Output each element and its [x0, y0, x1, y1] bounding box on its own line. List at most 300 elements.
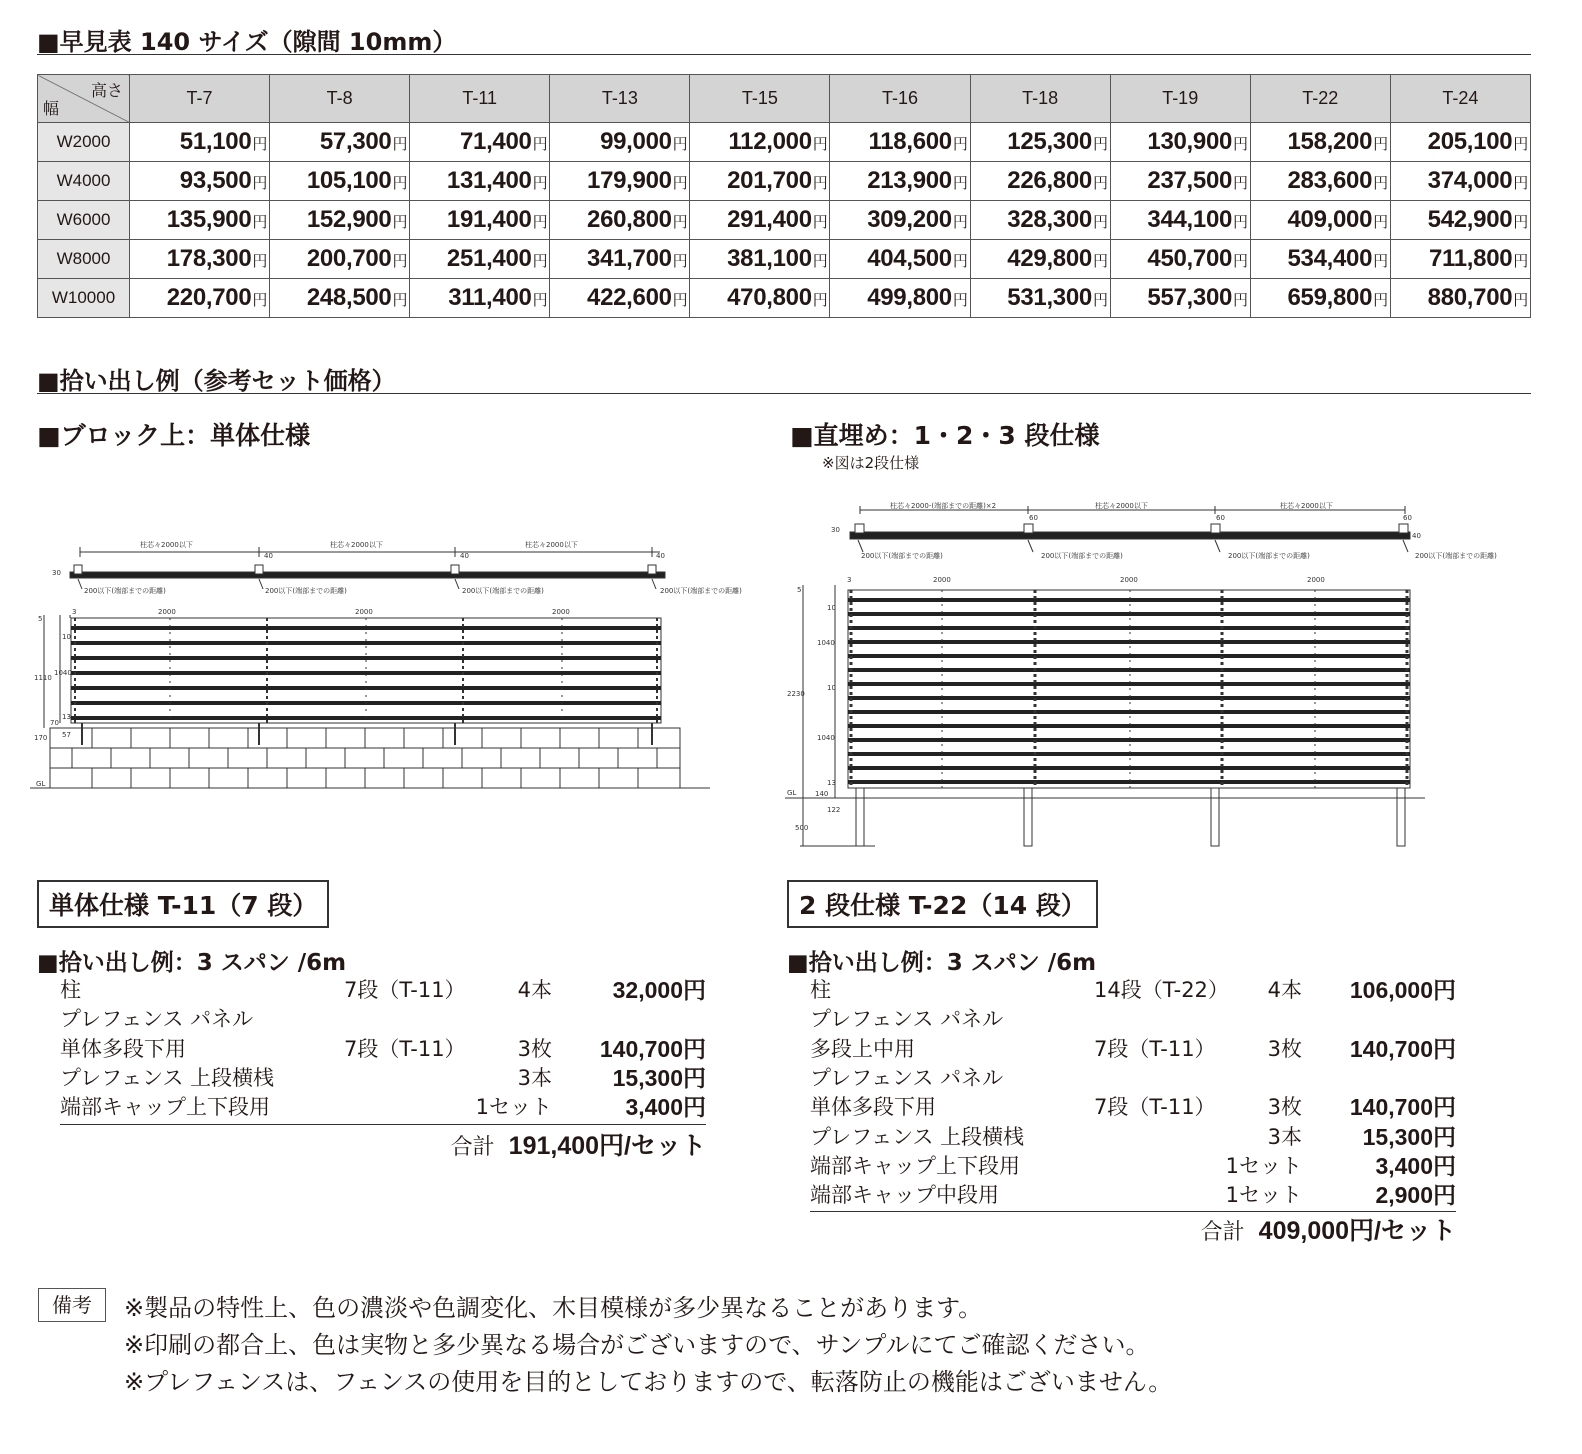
price-value: 131,400	[446, 167, 532, 194]
price-cell	[970, 201, 1110, 240]
right-span-label-2: 柱芯々2000以下	[1095, 502, 1148, 510]
price-cell	[1250, 162, 1390, 201]
price-cell	[410, 123, 550, 162]
item-qty: 4本	[517, 978, 552, 1002]
yen-unit: 円	[392, 136, 408, 153]
price-value: 429,800	[1007, 245, 1092, 272]
right-item-row	[810, 1005, 1470, 1034]
price-cell	[690, 162, 830, 201]
right-total-value: 409,000円/セット	[1258, 1217, 1456, 1245]
right-item-row	[810, 976, 1470, 1005]
price-table-row	[38, 201, 1531, 240]
left-total-value: 191,400円/セット	[508, 1132, 706, 1160]
item-name: プレフェンス パネル	[60, 1007, 254, 1032]
yen-unit: 円	[532, 136, 548, 153]
price-table-row	[38, 240, 1531, 279]
item-qty: 1セット	[1225, 1183, 1302, 1208]
price-cell	[830, 123, 970, 162]
price-cell	[830, 201, 970, 240]
price-value: 205,100	[1427, 128, 1513, 155]
left-dim-5: 5	[38, 615, 43, 623]
left-post-gap-1: 40	[264, 552, 273, 560]
right-edge-dim: 3	[847, 576, 852, 584]
right-dim-5: 5	[797, 586, 802, 594]
row-width-label: W8000	[38, 240, 130, 279]
yen-unit: 円	[252, 214, 268, 231]
right-item-row	[810, 1123, 1470, 1152]
price-cell	[550, 240, 690, 279]
price-cell	[690, 279, 830, 318]
row-width-label: W6000	[38, 201, 130, 240]
price-cell	[1250, 240, 1390, 279]
left-post-h: 30	[52, 569, 61, 577]
price-value: 125,300	[1007, 128, 1092, 155]
right-spec-box: 2 段仕様 T-22（14 段）	[787, 880, 1098, 928]
right-post-gap-1: 60	[1029, 514, 1038, 522]
left-span-label-3: 柱芯々2000以下	[525, 541, 578, 549]
row-width-label: W4000	[38, 162, 130, 201]
item-name: 端部キャップ上下段用	[60, 1095, 270, 1120]
right-dim-1040b: 1040	[817, 734, 835, 742]
header-t16: T-16	[830, 75, 970, 123]
yen-unit: 円	[532, 253, 548, 270]
price-value: 158,200	[1287, 128, 1373, 155]
left-span-dim-1: 2000	[158, 608, 176, 616]
corner-width-label: 幅	[43, 101, 60, 118]
right-dim-140: 140	[815, 790, 829, 798]
right-dim-10a: 10	[827, 604, 836, 612]
price-value: 344,100	[1147, 206, 1233, 233]
item-spec: 7段（T-11）	[344, 978, 466, 1002]
item-price: 15,300円	[612, 1064, 706, 1091]
price-value: 499,800	[867, 284, 952, 311]
yen-unit: 円	[392, 253, 408, 270]
right-gl: GL	[787, 789, 797, 797]
price-value: 659,800	[1287, 284, 1373, 311]
yen-unit: 円	[252, 292, 268, 309]
right-post-gap-2: 60	[1216, 514, 1225, 522]
price-table-row	[38, 279, 1531, 318]
right-dim-10b: 10	[827, 684, 836, 692]
price-value: 118,600	[868, 128, 952, 155]
item-price: 3,400円	[1375, 1152, 1456, 1179]
right-dim-2230: 2230	[787, 690, 805, 698]
yen-unit: 円	[952, 292, 968, 309]
item-name: 柱	[60, 978, 81, 1002]
yen-unit: 円	[672, 292, 688, 309]
price-table-row	[38, 123, 1531, 162]
item-price: 140,700円	[599, 1035, 706, 1062]
left-item-row	[60, 976, 720, 1005]
price-value: 220,700	[166, 284, 252, 311]
left-end-label-4: 200以下(端部までの距離)	[660, 587, 742, 595]
price-cell	[690, 123, 830, 162]
price-value: 283,600	[1287, 167, 1373, 194]
left-dim-1110: 1110	[34, 674, 52, 682]
yen-unit: 円	[1513, 175, 1528, 192]
price-cell	[1390, 279, 1530, 318]
header-t19: T-19	[1110, 75, 1250, 123]
yen-unit: 円	[392, 292, 408, 309]
item-name: 多段上中用	[810, 1036, 915, 1061]
price-value: 191,400	[446, 206, 532, 233]
yen-unit: 円	[812, 292, 828, 309]
price-table-title: ■早見表 140 サイズ（隙間 10mm）	[37, 28, 457, 56]
row-width-label: W10000	[38, 279, 130, 318]
price-value: 179,900	[587, 167, 672, 194]
left-dim-170: 170	[34, 734, 48, 742]
price-value: 178,300	[166, 245, 252, 272]
price-value: 422,600	[587, 284, 672, 311]
left-gl: GL	[36, 780, 46, 788]
item-qty: 3枚	[517, 1036, 552, 1061]
price-cell	[410, 279, 550, 318]
price-cell	[1390, 162, 1530, 201]
note-3: ※プレフェンスは、フェンスの使用を目的としておりますので、転落防止の機能はございません。	[124, 1368, 1173, 1396]
right-heading: ■直埋め：1・2・3 段仕様	[790, 421, 1100, 450]
left-span-dim-2: 2000	[355, 608, 373, 616]
right-item-row	[810, 1064, 1470, 1093]
item-name: プレフェンス 上段横桟	[60, 1065, 275, 1090]
yen-unit: 円	[1513, 253, 1528, 270]
yen-unit: 円	[252, 253, 268, 270]
price-cell	[1250, 123, 1390, 162]
yen-unit: 円	[952, 253, 968, 270]
price-value: 374,000	[1427, 167, 1513, 194]
right-dim-122: 122	[827, 806, 841, 814]
price-cell	[690, 240, 830, 279]
item-price: 3,400円	[625, 1094, 706, 1121]
left-heading: ■ブロック上：単体仕様	[37, 421, 311, 450]
header-t7: T-7	[130, 75, 270, 123]
price-value: 135,900	[166, 206, 252, 233]
price-cell	[1110, 162, 1250, 201]
left-dim-57: 57	[62, 731, 71, 739]
yen-unit: 円	[1233, 136, 1248, 153]
price-cell	[550, 201, 690, 240]
yen-unit: 円	[1373, 292, 1388, 309]
left-span-label-2: 柱芯々2000以下	[330, 541, 383, 549]
price-value: 531,300	[1007, 284, 1092, 311]
header-t22: T-22	[1250, 75, 1390, 123]
price-value: 213,900	[867, 167, 952, 194]
price-cell	[1250, 201, 1390, 240]
left-item-row	[60, 1035, 720, 1064]
item-price: 15,300円	[1362, 1123, 1456, 1150]
item-spec: 7段（T-11）	[1094, 1036, 1216, 1061]
corner-height-label: 高さ	[90, 83, 123, 100]
yen-unit: 円	[1233, 214, 1248, 231]
yen-unit: 円	[812, 253, 828, 270]
price-value: 71,400	[459, 128, 532, 155]
item-name: プレフェンス パネル	[810, 1007, 1004, 1032]
right-span-label-3: 柱芯々2000以下	[1280, 502, 1333, 510]
right-total-label: 合計	[1200, 1220, 1245, 1245]
price-value: 105,100	[306, 167, 392, 194]
price-value: 557,300	[1147, 284, 1233, 311]
price-cell	[1390, 240, 1530, 279]
left-dim-13: 13	[62, 713, 71, 721]
left-item-row	[60, 1005, 720, 1034]
row-width-label: W2000	[38, 123, 130, 162]
yen-unit: 円	[1373, 253, 1388, 270]
price-value: 470,800	[727, 284, 812, 311]
yen-unit: 円	[672, 175, 688, 192]
right-span-dim-1: 2000	[933, 576, 951, 584]
price-value: 248,500	[306, 284, 392, 311]
yen-unit: 円	[1373, 136, 1388, 153]
header-t8: T-8	[270, 75, 410, 123]
price-value: 93,500	[179, 167, 252, 194]
price-cell	[830, 279, 970, 318]
right-post-w: 40	[1412, 532, 1421, 540]
yen-unit: 円	[1092, 136, 1108, 153]
item-spec: 14段（T-22）	[1094, 978, 1229, 1002]
yen-unit: 円	[672, 253, 688, 270]
header-t18: T-18	[970, 75, 1110, 123]
header-t11: T-11	[410, 75, 550, 123]
header-t15: T-15	[690, 75, 830, 123]
price-cell	[1110, 240, 1250, 279]
price-cell	[410, 240, 550, 279]
pickup-section-rule	[37, 393, 1531, 394]
price-value: 328,300	[1007, 206, 1092, 233]
price-table	[37, 74, 1531, 318]
block-top-fence-diagram	[30, 535, 742, 800]
price-cell	[270, 279, 410, 318]
item-name: 単体多段下用	[60, 1036, 186, 1061]
price-cell	[690, 201, 830, 240]
yen-unit: 円	[1373, 214, 1388, 231]
note-2: ※印刷の都合上、色は実物と多少異なる場合がございますので、サンプルにてご確認ください。	[124, 1331, 1150, 1359]
price-value: 291,400	[727, 206, 812, 233]
item-name: 端部キャップ中段用	[810, 1183, 999, 1208]
yen-unit: 円	[812, 136, 828, 153]
right-dim-500: 500	[795, 824, 809, 832]
price-value: 226,800	[1007, 167, 1092, 194]
left-total-label: 合計	[450, 1135, 495, 1160]
item-price: 140,700円	[1349, 1035, 1456, 1062]
price-value: 534,400	[1287, 245, 1373, 272]
left-span-label-1: 柱芯々2000以下	[140, 541, 193, 549]
price-value: 404,500	[867, 245, 952, 272]
price-value: 409,000	[1287, 206, 1373, 233]
header-t13: T-13	[550, 75, 690, 123]
price-value: 130,900	[1147, 128, 1233, 155]
left-end-label-3: 200以下(端部までの距離)	[462, 587, 544, 595]
header-t24: T-24	[1390, 75, 1530, 123]
item-qty: 1セット	[475, 1095, 552, 1120]
yen-unit: 円	[1513, 292, 1528, 309]
yen-unit: 円	[1233, 253, 1248, 270]
price-cell	[130, 240, 270, 279]
left-dim-1040: 1040	[54, 669, 72, 677]
left-post-gap-3: 40	[656, 552, 665, 560]
price-cell	[410, 162, 550, 201]
price-value: 880,700	[1427, 284, 1513, 311]
price-table-row	[38, 162, 1531, 201]
right-span-label-first: 柱芯々2000-(端部までの距離)×2	[890, 502, 997, 510]
price-value: 311,400	[448, 284, 532, 311]
price-cell	[1390, 201, 1530, 240]
right-end-label-3: 200以下(端部までの距離)	[1228, 552, 1310, 560]
price-cell	[970, 162, 1110, 201]
item-price: 32,000円	[612, 977, 706, 1003]
right-item-row	[810, 1035, 1470, 1064]
price-cell	[970, 279, 1110, 318]
right-dim-1040a: 1040	[817, 639, 835, 647]
price-cell	[270, 123, 410, 162]
price-cell	[270, 162, 410, 201]
price-table-corner	[38, 75, 130, 123]
right-end-label-4: 200以下(端部までの距離)	[1415, 552, 1497, 560]
price-value: 112,000	[728, 128, 812, 155]
right-span-dim-2: 2000	[1120, 576, 1138, 584]
item-qty: 3本	[1267, 1124, 1302, 1149]
price-value: 152,900	[306, 206, 392, 233]
price-cell	[550, 123, 690, 162]
price-value: 711,800	[1428, 245, 1513, 272]
price-value: 251,400	[446, 245, 532, 272]
item-qty: 3枚	[1267, 1095, 1302, 1120]
yen-unit: 円	[252, 175, 268, 192]
price-table-header-row	[38, 75, 1531, 123]
right-item-row	[810, 1181, 1470, 1210]
price-cell	[830, 240, 970, 279]
note-1: ※製品の特性上、色の濃淡や色調変化、木目模様が多少異なることがあります。	[124, 1294, 983, 1322]
item-name: 単体多段下用	[810, 1095, 936, 1120]
item-spec: 7段（T-11）	[344, 1036, 466, 1061]
yen-unit: 円	[812, 175, 828, 192]
yen-unit: 円	[1513, 214, 1528, 231]
left-example-rule	[60, 1124, 706, 1125]
right-total	[1130, 1211, 1456, 1247]
yen-unit: 円	[672, 214, 688, 231]
notes-label: 備考	[38, 1288, 106, 1322]
right-span-dim-3: 2000	[1307, 576, 1325, 584]
right-post-h: 30	[831, 526, 840, 534]
item-spec: 7段（T-11）	[1094, 1095, 1216, 1120]
left-end-label-1: 200以下(端部までの距離)	[84, 587, 166, 595]
price-cell	[1110, 123, 1250, 162]
price-cell	[410, 201, 550, 240]
price-value: 200,700	[306, 245, 392, 272]
price-cell	[970, 123, 1110, 162]
item-qty: 4本	[1267, 978, 1302, 1002]
left-spec-box: 単体仕様 T-11（7 段）	[37, 880, 329, 928]
yen-unit: 円	[392, 175, 408, 192]
item-qty: 3枚	[1267, 1036, 1302, 1061]
yen-unit: 円	[952, 175, 968, 192]
yen-unit: 円	[392, 214, 408, 231]
item-name: プレフェンス パネル	[810, 1065, 1004, 1090]
price-cell	[830, 162, 970, 201]
yen-unit: 円	[1092, 175, 1108, 192]
price-cell	[550, 162, 690, 201]
price-cell	[1110, 201, 1250, 240]
price-cell	[270, 240, 410, 279]
price-value: 341,700	[587, 245, 672, 272]
left-dim-10: 10	[62, 633, 71, 641]
yen-unit: 円	[532, 292, 548, 309]
left-end-label-2: 200以下(端部までの距離)	[265, 587, 347, 595]
pickup-section-title: ■拾い出し例（参考セット価格）	[37, 367, 396, 395]
price-cell	[130, 279, 270, 318]
yen-unit: 円	[532, 175, 548, 192]
price-cell	[270, 201, 410, 240]
left-total	[380, 1126, 706, 1162]
yen-unit: 円	[952, 214, 968, 231]
price-value: 381,100	[727, 245, 812, 272]
item-name: プレフェンス 上段横桟	[810, 1124, 1025, 1149]
price-cell	[1250, 279, 1390, 318]
yen-unit: 円	[1373, 175, 1388, 192]
right-post-gap-3: 60	[1403, 514, 1412, 522]
price-value: 542,900	[1427, 206, 1513, 233]
right-item-row	[810, 1152, 1470, 1181]
price-value: 57,300	[319, 128, 392, 155]
left-item-row	[60, 1064, 720, 1093]
right-end-label-2: 200以下(端部までの距離)	[1041, 552, 1123, 560]
item-qty: 3本	[517, 1065, 552, 1090]
yen-unit: 円	[1092, 214, 1108, 231]
price-table-title-rule	[37, 54, 1531, 55]
yen-unit: 円	[1513, 136, 1528, 153]
right-dim-13: 13	[827, 779, 836, 787]
right-end-label-1: 200以下(端部までの距離)	[861, 552, 943, 560]
price-value: 99,000	[600, 128, 672, 155]
item-name: 端部キャップ上下段用	[810, 1153, 1020, 1178]
price-value: 260,800	[587, 206, 672, 233]
right-example-title: ■拾い出し例：3 スパン /6m	[787, 950, 1097, 976]
left-edge-dim: 3	[72, 608, 77, 616]
price-cell	[130, 201, 270, 240]
price-value: 201,700	[727, 167, 812, 194]
yen-unit: 円	[252, 136, 268, 153]
yen-unit: 円	[812, 214, 828, 231]
right-item-row	[810, 1093, 1470, 1122]
price-value: 51,100	[179, 128, 252, 155]
left-example-title: ■拾い出し例：3 スパン /6m	[37, 950, 347, 976]
yen-unit: 円	[1233, 175, 1248, 192]
price-value: 450,700	[1147, 245, 1233, 272]
item-price: 106,000円	[1349, 977, 1456, 1003]
left-dim-70: 70	[50, 719, 59, 727]
left-post-gap-2: 40	[460, 552, 469, 560]
price-value: 237,500	[1147, 167, 1233, 194]
price-cell	[1390, 123, 1530, 162]
yen-unit: 円	[1233, 292, 1248, 309]
item-price: 140,700円	[1349, 1094, 1456, 1121]
direct-buried-fence-diagram	[785, 500, 1510, 855]
yen-unit: 円	[672, 136, 688, 153]
left-item-row	[60, 1093, 720, 1122]
price-cell	[1110, 279, 1250, 318]
price-cell	[550, 279, 690, 318]
yen-unit: 円	[952, 136, 968, 153]
item-name: 柱	[810, 978, 831, 1002]
price-cell	[130, 162, 270, 201]
price-value: 309,200	[867, 206, 952, 233]
yen-unit: 円	[1092, 292, 1108, 309]
item-price: 2,900円	[1375, 1182, 1456, 1209]
price-cell	[130, 123, 270, 162]
price-cell	[970, 240, 1110, 279]
yen-unit: 円	[1092, 253, 1108, 270]
item-qty: 1セット	[1225, 1153, 1302, 1178]
right-subnote: ※図は2段仕様	[822, 454, 920, 472]
yen-unit: 円	[532, 214, 548, 231]
